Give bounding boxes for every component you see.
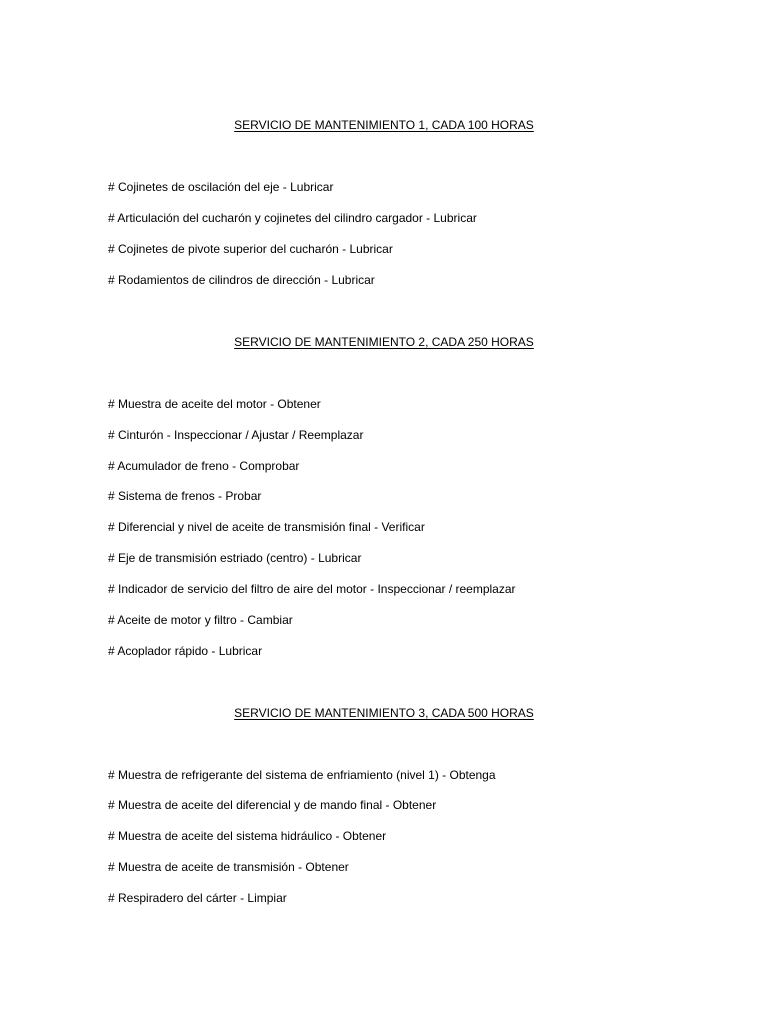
section-3-item: # Muestra de aceite de transmisión - Obtener — [108, 860, 349, 874]
section-2-item: # Cinturón - Inspeccionar / Ajustar / Reemplazar — [108, 428, 364, 442]
section-2-item: # Acoplador rápido - Lubricar — [108, 644, 263, 658]
section-2-item: # Indicador de servicio del filtro de aire del motor - Inspeccionar / reemplazar — [108, 582, 516, 596]
section-2-item: # Eje de transmisión estriado (centro) - Lubricar — [108, 551, 362, 565]
section-2-item: # Diferencial y nivel de aceite de transmisión final - Verificar — [108, 520, 425, 534]
section-3-title: SERVICIO DE MANTENIMIENTO 3, CADA 500 HORAS — [234, 706, 534, 720]
section-2-item: # Acumulador de freno - Comprobar — [108, 459, 300, 473]
section-3-item: # Muestra de aceite del diferencial y de mando final - Obtener — [108, 798, 437, 812]
section-1-item: # Cojinetes de pivote superior del cucharón - Lubricar — [108, 242, 393, 256]
section-3-item: # Respiradero del cárter - Limpiar — [108, 891, 287, 905]
section-3-item: # Muestra de aceite del sistema hidráulico - Obtener — [108, 829, 387, 843]
section-1-item: # Cojinetes de oscilación del eje - Lubricar — [108, 180, 334, 194]
section-2-item: # Muestra de aceite del motor - Obtener — [108, 397, 321, 411]
section-3-item: # Muestra de refrigerante del sistema de enfriamiento (nivel 1) - Obtenga — [108, 768, 496, 782]
section-1-item: # Rodamientos de cilindros de dirección - Lubricar — [108, 273, 375, 287]
section-2-item: # Sistema de frenos - Probar — [108, 489, 262, 503]
section-1-title: SERVICIO DE MANTENIMIENTO 1, CADA 100 HORAS — [234, 118, 534, 132]
section-1-item: # Articulación del cucharón y cojinetes del cilindro cargador - Lubricar — [108, 211, 477, 225]
section-2-item: # Aceite de motor y filtro - Cambiar — [108, 613, 293, 627]
section-2-title: SERVICIO DE MANTENIMIENTO 2, CADA 250 HORAS — [234, 335, 534, 349]
